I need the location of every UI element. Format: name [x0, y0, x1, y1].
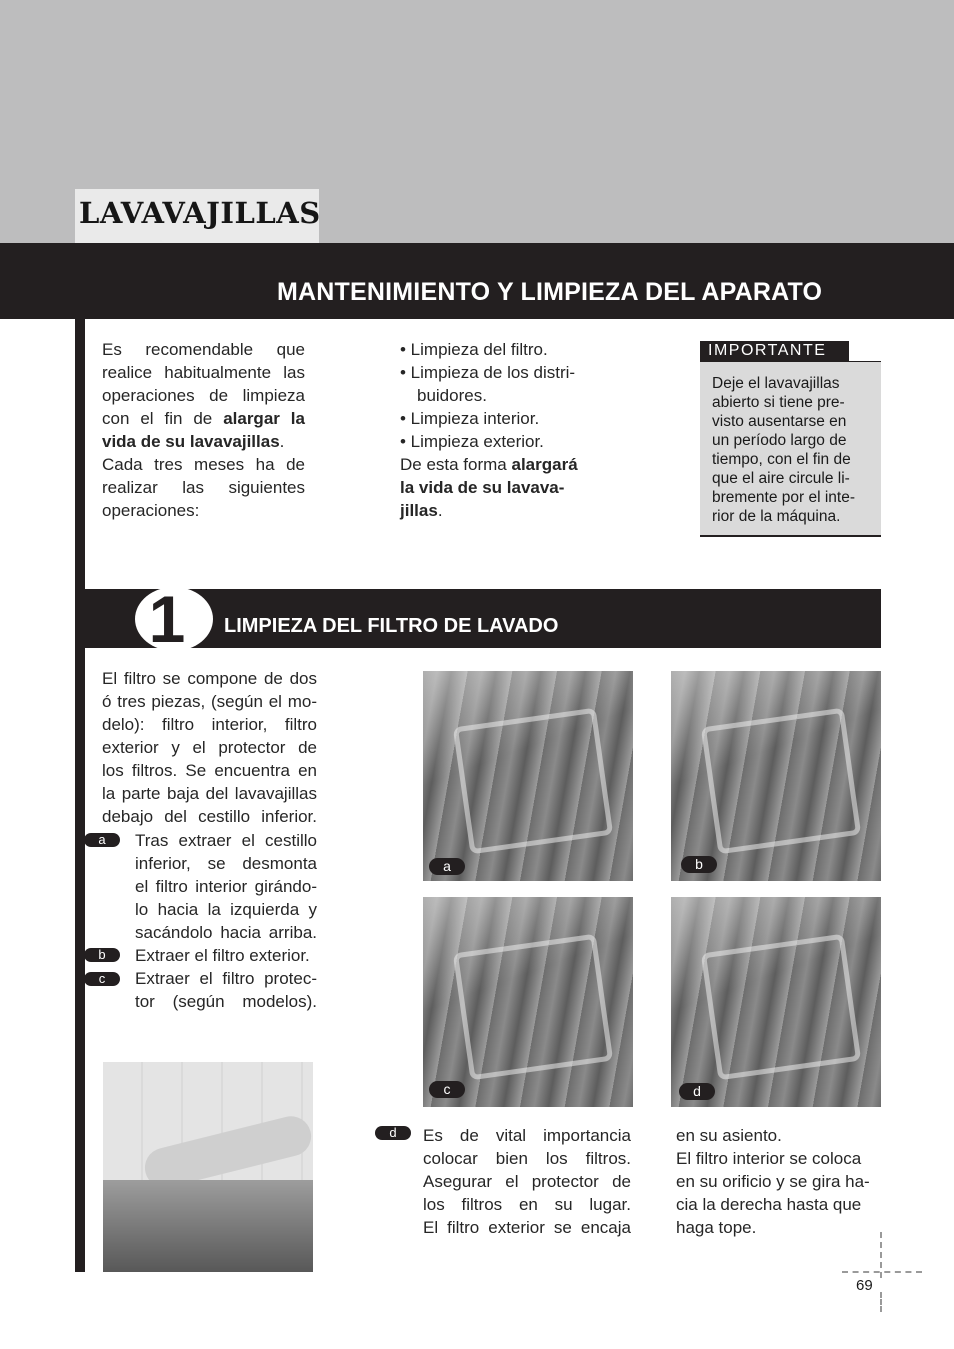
step-line: lo hacia la izquierda y: [135, 900, 317, 919]
closing-text: .: [437, 501, 443, 520]
page-title: MANTENIMIENTO Y LIMPIEZA DEL APARATO: [277, 278, 823, 306]
filter-line: exterior y el protector de: [102, 738, 317, 757]
step-d-text: [423, 1124, 631, 1239]
intro-line: operaciones:: [102, 501, 200, 520]
importante-line: visto ausentarse en: [712, 413, 847, 430]
step-line: colocar bien los filtros.: [423, 1149, 631, 1168]
filter-description: [102, 667, 317, 828]
step-c-badge: c: [84, 972, 120, 986]
step-c-text: [135, 967, 317, 1013]
step-line: Extraer el filtro protec-: [135, 969, 317, 988]
list-item: • Limpieza interior.: [400, 409, 540, 428]
intro-line: [102, 407, 305, 430]
intro-emphasis: vida de su lavavajillas: [102, 432, 280, 451]
step-line: los filtros en su lugar.: [423, 1195, 631, 1214]
step-line: tor (según modelos).: [135, 992, 317, 1011]
list-item: • Limpieza exterior.: [400, 432, 544, 451]
importante-line: rior de la máquina.: [712, 508, 841, 525]
intro-line: Es recomendable que: [102, 340, 305, 359]
photo-badge: c: [429, 1081, 465, 1098]
intro-line: realizar las siguientes: [102, 478, 305, 497]
step-line: inferior, se desmonta: [135, 854, 317, 873]
importante-label: IMPORTANTE: [708, 342, 827, 359]
photo-rinse-filter-at-sink: [103, 1062, 313, 1272]
intro-line: [102, 430, 305, 453]
list-item: • Limpieza del filtro.: [400, 340, 548, 359]
closing-line: [400, 476, 610, 499]
step-line: en su orificio y se gira ha-: [676, 1172, 870, 1191]
importante-line: un período largo de: [712, 432, 847, 449]
step-d-badge: d: [375, 1126, 411, 1140]
step-line: el filtro interior girándo-: [135, 877, 317, 896]
step-d-text-continued: [676, 1124, 888, 1239]
closing-text: De esta forma: [400, 455, 512, 474]
step-line: en su asiento.: [676, 1126, 782, 1145]
filter-line: El filtro se compone de dos: [102, 669, 317, 688]
step-line: cia la derecha hasta que: [676, 1195, 862, 1214]
crop-mark: [880, 1292, 882, 1312]
importante-line: Deje el lavavajillas: [712, 375, 840, 392]
importante-text: [712, 374, 869, 526]
step-a-text: [135, 829, 317, 944]
intro-line: operaciones de limpieza: [102, 386, 305, 405]
photo-badge: a: [429, 858, 465, 875]
step-b-badge: b: [84, 948, 120, 962]
step-b-text: Extraer el filtro exterior.: [135, 946, 310, 965]
photo-badge: d: [679, 1083, 715, 1100]
photo-remove-inner-filter: [423, 671, 633, 881]
page-number: 69: [856, 1277, 873, 1294]
filter-line: debajo del cestillo inferior.: [102, 807, 317, 826]
crop-mark: [842, 1271, 922, 1273]
filter-line: ó tres piezas, (según el mo-: [102, 692, 317, 711]
list-item: buidores.: [417, 386, 487, 405]
importante-line: tiempo, con el fin de: [712, 451, 851, 468]
closing-emphasis: jillas: [400, 501, 438, 520]
intro-line: realice habitualmente las: [102, 363, 305, 382]
section-number: 1: [148, 582, 186, 656]
photo-remove-outer-filter: [671, 671, 881, 881]
step-line: haga tope.: [676, 1218, 757, 1237]
closing-line: [400, 499, 610, 522]
importante-line: abierto si tiene pre-: [712, 394, 845, 411]
filter-line: la parte baja del lavavajillas: [102, 784, 317, 803]
intro-text: .: [279, 432, 285, 451]
subsection-title: LIMPIEZA DEL FILTRO DE LAVADO: [224, 615, 559, 637]
step-line: El filtro exterior se encaja: [423, 1218, 631, 1237]
step-a-badge: a: [84, 833, 120, 847]
step-line: Asegurar el protector de: [423, 1172, 631, 1191]
photo-remove-filter-protector: [423, 897, 633, 1107]
importante-line: bremente por el inte-: [712, 489, 856, 506]
photo-refit-filters: [671, 897, 881, 1107]
step-line: sacándolo hacia arriba.: [135, 923, 317, 942]
photo-detail: [103, 1180, 313, 1272]
step-line: Tras extraer el cestillo: [135, 831, 317, 850]
filter-line: los filtros. Se encuentra en: [102, 761, 317, 780]
intro-paragraph: [102, 338, 305, 522]
left-rule: [75, 319, 85, 1272]
step-line: El filtro interior se coloca: [676, 1149, 862, 1168]
importante-line: que el aire circule li-: [712, 470, 850, 487]
list-item: • Limpieza de los distri-: [400, 363, 576, 382]
closing-emphasis: la vida de su lavava-: [400, 478, 565, 497]
maintenance-list: [400, 338, 610, 522]
photo-badge: b: [681, 856, 717, 873]
intro-text: con el fin de: [102, 409, 224, 428]
closing-emphasis: alargará: [511, 455, 578, 474]
intro-line: Cada tres meses ha de: [102, 455, 305, 474]
brand-title: LAVAVAJILLAS: [79, 196, 321, 230]
filter-line: delo): filtro interior, filtro: [102, 715, 317, 734]
step-line: Es de vital importancia: [423, 1126, 631, 1145]
closing-line: [400, 453, 610, 476]
intro-emphasis: alargar la: [223, 409, 305, 428]
